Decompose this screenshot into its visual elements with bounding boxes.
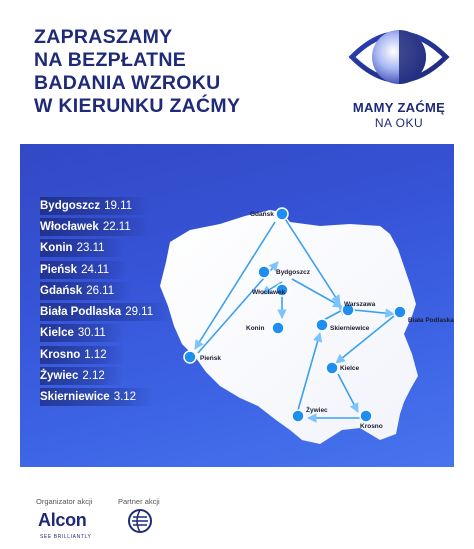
label-piensk: Pieńsk — [200, 355, 221, 362]
schedule-date: 1.12 — [84, 348, 107, 361]
label-warszawa: Warszawa — [344, 301, 376, 308]
partner-logo-icon — [127, 508, 153, 534]
schedule-city: Konin — [40, 242, 73, 255]
map-panel — [20, 144, 454, 467]
label-skierniewice: Skierniewice — [330, 325, 370, 332]
schedule-city: Włocławek — [40, 220, 99, 233]
schedule-date: 22.11 — [102, 220, 131, 233]
schedule-list — [40, 195, 171, 408]
dot-gdansk — [276, 208, 288, 220]
schedule-date: 3.12 — [113, 391, 137, 404]
schedule-city: Krosno — [40, 348, 81, 361]
schedule-date: 19.11 — [104, 199, 133, 212]
alcon-logo: Alcon — [38, 510, 87, 530]
label-kielce: Kielce — [340, 365, 360, 372]
schedule-row — [40, 238, 171, 259]
schedule-row — [40, 216, 171, 237]
headline-line-4: W KIERUNKU ZAĆMY — [34, 95, 241, 117]
schedule-row — [40, 301, 171, 322]
schedule-city: Skierniewice — [40, 391, 110, 404]
schedule-row — [40, 259, 171, 280]
schedule-city: Gdańsk — [40, 284, 83, 297]
label-konin: Konin — [246, 325, 265, 332]
label-krosno: Krosno — [360, 423, 383, 430]
dot-bydgoszcz — [258, 266, 270, 278]
dot-kielce — [326, 362, 338, 374]
schedule-city: Kielce — [40, 327, 74, 340]
alcon-tagline: SEE BRILLIANTLY — [40, 534, 92, 540]
schedule-date: 24.11 — [81, 263, 110, 276]
headline-line-3: BADANIA WZROKU — [34, 72, 221, 94]
label-wloclawek: Włocławek — [252, 289, 286, 296]
dot-krosno — [360, 410, 372, 422]
label-gdansk: Gdańsk — [250, 211, 274, 218]
label-bydgoszcz: Bydgoszcz — [276, 269, 310, 276]
schedule-date: 23.11 — [76, 242, 105, 255]
dot-zywiec — [292, 410, 304, 422]
dot-piensk — [184, 351, 196, 363]
dot-konin — [272, 322, 284, 334]
schedule-row — [40, 195, 171, 216]
schedule-row — [40, 323, 171, 344]
label-zywiec: Żywiec — [306, 407, 328, 414]
schedule-date: 29.11 — [125, 306, 154, 319]
dot-skierniewice — [316, 319, 328, 331]
schedule-row — [40, 365, 171, 386]
schedule-city: Żywiec — [40, 370, 79, 383]
schedule-row — [40, 344, 171, 365]
headline-line-2: NA BEZPŁATNE — [34, 49, 187, 71]
organizer-label: Organizator akcji — [36, 497, 93, 506]
schedule-city: Biała Podlaska — [40, 306, 122, 319]
schedule-date: 26.11 — [86, 284, 115, 297]
schedule-city: Pieńsk — [40, 263, 78, 276]
headline-line-1: ZAPRASZAMY — [34, 26, 173, 48]
schedule-row — [40, 280, 171, 301]
eye-icon — [344, 16, 454, 98]
label-biala-podlaska: Biała Podlaska — [408, 317, 454, 324]
schedule-row — [40, 387, 171, 408]
campaign-logo-subtitle: NA OKU — [374, 116, 424, 130]
headline — [34, 26, 240, 118]
footer — [0, 470, 474, 549]
schedule-date: 2.12 — [82, 370, 105, 383]
campaign-logo-title: MAMY ZAĆMĘ — [352, 100, 446, 115]
campaign-logo — [334, 16, 464, 136]
dot-biala-podlaska — [394, 306, 406, 318]
schedule-city: Bydgoszcz — [40, 199, 101, 212]
schedule-date: 30.11 — [77, 327, 106, 340]
partner-label: Partner akcji — [118, 497, 160, 506]
